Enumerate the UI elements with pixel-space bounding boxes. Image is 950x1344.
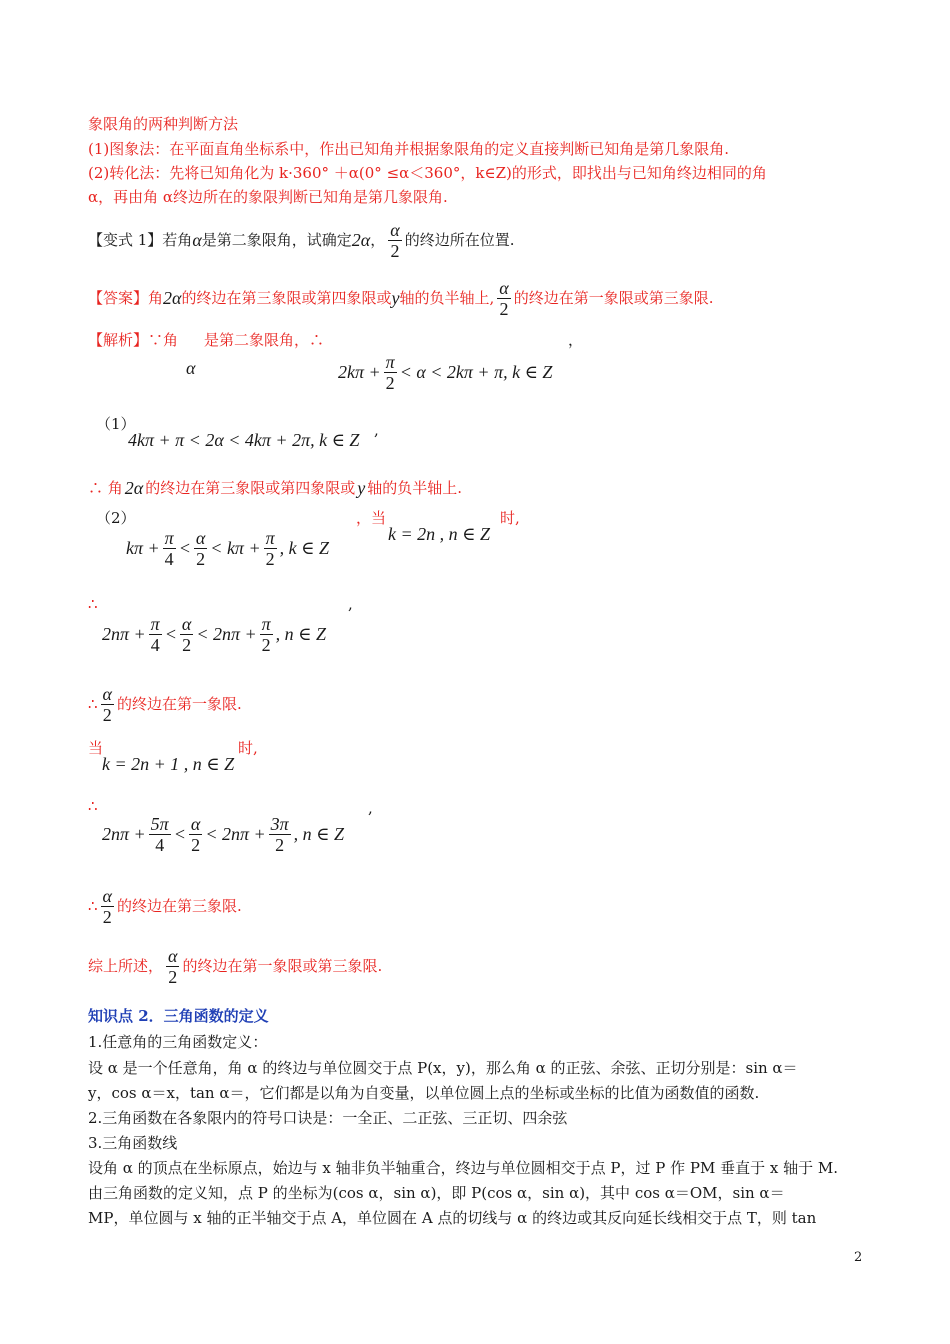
p3-line2: 由三角函数的定义知，点 P 的坐标为(cos α，sin α)，即 P(cos α，sin α)，其中 cos α＝OM，sin α＝ <box>88 1184 785 1202</box>
inequality-even: 2nπ + $\frac{\pi}{4}$ < $\frac{\alpha}{2}$ < 2nπ + $\frac{\pi}{2}$ , n ∈ Z <box>102 613 326 655</box>
two-alpha: 2α <box>351 230 371 250</box>
condition-even: k = 2n , n ∈ Z <box>388 524 490 544</box>
inequality-odd: 2nπ + $\frac{5\pi}{4}$ < $\frac{\alpha}{2}$ < 2nπ + $\frac{3\pi}{2}$ , n ∈ Z <box>102 813 344 855</box>
comma: ， <box>568 331 584 349</box>
variant-suffix: 的终边所在位置. <box>404 231 515 249</box>
method-1: (1)图象法：在平面直角坐标系中，作出已知角并根据象限角的定义直接判断已知角是第几象限角. <box>88 140 730 158</box>
y-symbol: y <box>391 288 400 308</box>
time-label: 时, <box>500 509 520 527</box>
analysis-label: 【解析】∵角 是第二象限角，∴ <box>88 331 325 349</box>
method-title: 象限角的两种判断方法 <box>88 115 239 133</box>
method-2-line2: α，再由角 α终边所在的象限判断已知角是第几象限角. <box>88 188 448 206</box>
answer-part1: 的终边在第三象限或第四象限或 <box>181 289 392 307</box>
answer-label: 【答案】角 <box>88 289 164 307</box>
alpha-symbol: α <box>192 230 202 250</box>
alpha-symbol: α <box>186 358 196 378</box>
comma: , <box>374 421 379 439</box>
answer-part3: 的终边在第一象限或第三象限. <box>513 289 714 307</box>
summary-line: 综上所述， $\frac{\alpha}{2}$ 的终边在第一象限或第三象限. <box>88 945 383 987</box>
when2-label: 当 <box>88 739 104 757</box>
step2-label: （2） <box>96 509 136 527</box>
p1-title: 1.任意角的三角函数定义： <box>88 1033 268 1051</box>
half-alpha-fraction: $\frac{\alpha}{2}$ <box>499 277 509 319</box>
condition-odd: k = 2n + 1 , n ∈ Z <box>102 754 235 774</box>
conclusion-2alpha: ∴ 角 2α 的终边在第三象限或第四象限或 y 轴的负半轴上. <box>88 478 463 498</box>
inequality-half-k: kπ + $\frac{\pi}{4}$ < $\frac{\alpha}{2}$ < kπ + $\frac{\pi}{2}$ , k ∈ Z <box>126 527 329 569</box>
inequality-2alpha: 4kπ + π < 2α < 4kπ + 2π, k ∈ Z <box>128 430 360 450</box>
therefore-symbol: ∴ <box>88 595 98 613</box>
variant-mid: 是第二象限角，试确定 <box>201 231 352 249</box>
method-2-line1: (2)转化法：先将已知角化为 k·360° ＋α(0° ≤α＜360°，k∈Z)的形式，即找出与已知角终边相同的角 <box>88 164 767 182</box>
p1-line1: 设 α 是一个任意角，角 α 的终边与单位圆交于点 P(x，y)，那么角 α 的正弦、余弦、正切分别是：sin α＝ <box>88 1059 798 1077</box>
step1-label: （1） <box>96 415 136 433</box>
p3-title: 3.三角函数线 <box>88 1134 178 1152</box>
conclusion-first-quadrant: ∴ $\frac{\alpha}{2}$ 的终边在第一象限. <box>88 683 242 725</box>
variant-question: 【变式 1】若角 α 是第二象限角，试确定 2α ， $\frac{\alpha}{2}$ 的终边所在位置. <box>88 219 515 261</box>
answer-part2: 轴的负半轴上, <box>399 289 495 307</box>
inequality-alpha: 2kπ + $\frac{\pi}{2}$ < α < 2kπ + π, k ∈ Z <box>338 351 553 393</box>
page-number: 2 <box>854 1250 863 1265</box>
p3-line3: MP，单位圆与 x 轴的正半轴交于点 A，单位圆在 A 点的切线与 α 的终边或其反向延长线相交于点 T，则 tan <box>88 1209 817 1227</box>
when-label: ，当 <box>356 509 387 527</box>
therefore-symbol: ∴ <box>88 797 98 815</box>
variant-prefix: 【变式 1】若角 <box>88 231 193 249</box>
time2-label: 时, <box>238 739 258 757</box>
half-alpha-fraction: $\frac{\alpha}{2}$ <box>390 219 400 261</box>
p2: 2.三角函数在各象限内的符号口诀是：一全正、二正弦、三正切、四余弦 <box>88 1109 568 1127</box>
comma: , <box>348 595 353 613</box>
answer-line <box>88 276 714 320</box>
two-alpha: 2α <box>163 288 182 308</box>
p3-line1: 设角 α 的顶点在坐标原点，始边与 x 轴非负半轴重合，终边与单位圆相交于点 P，过 P 作 PM 垂直于 x 轴于 M. <box>88 1159 839 1177</box>
comma: , <box>368 799 373 817</box>
section-heading: 知识点 2．三角函数的定义 <box>88 1007 269 1025</box>
conclusion-third-quadrant: ∴ $\frac{\alpha}{2}$ 的终边在第三象限. <box>88 885 242 927</box>
p1-line2: y，cos α＝x，tan α＝，它们都是以角为自变量，以单位圆上点的坐标或坐标的比值为函数值的函数. <box>88 1084 760 1102</box>
